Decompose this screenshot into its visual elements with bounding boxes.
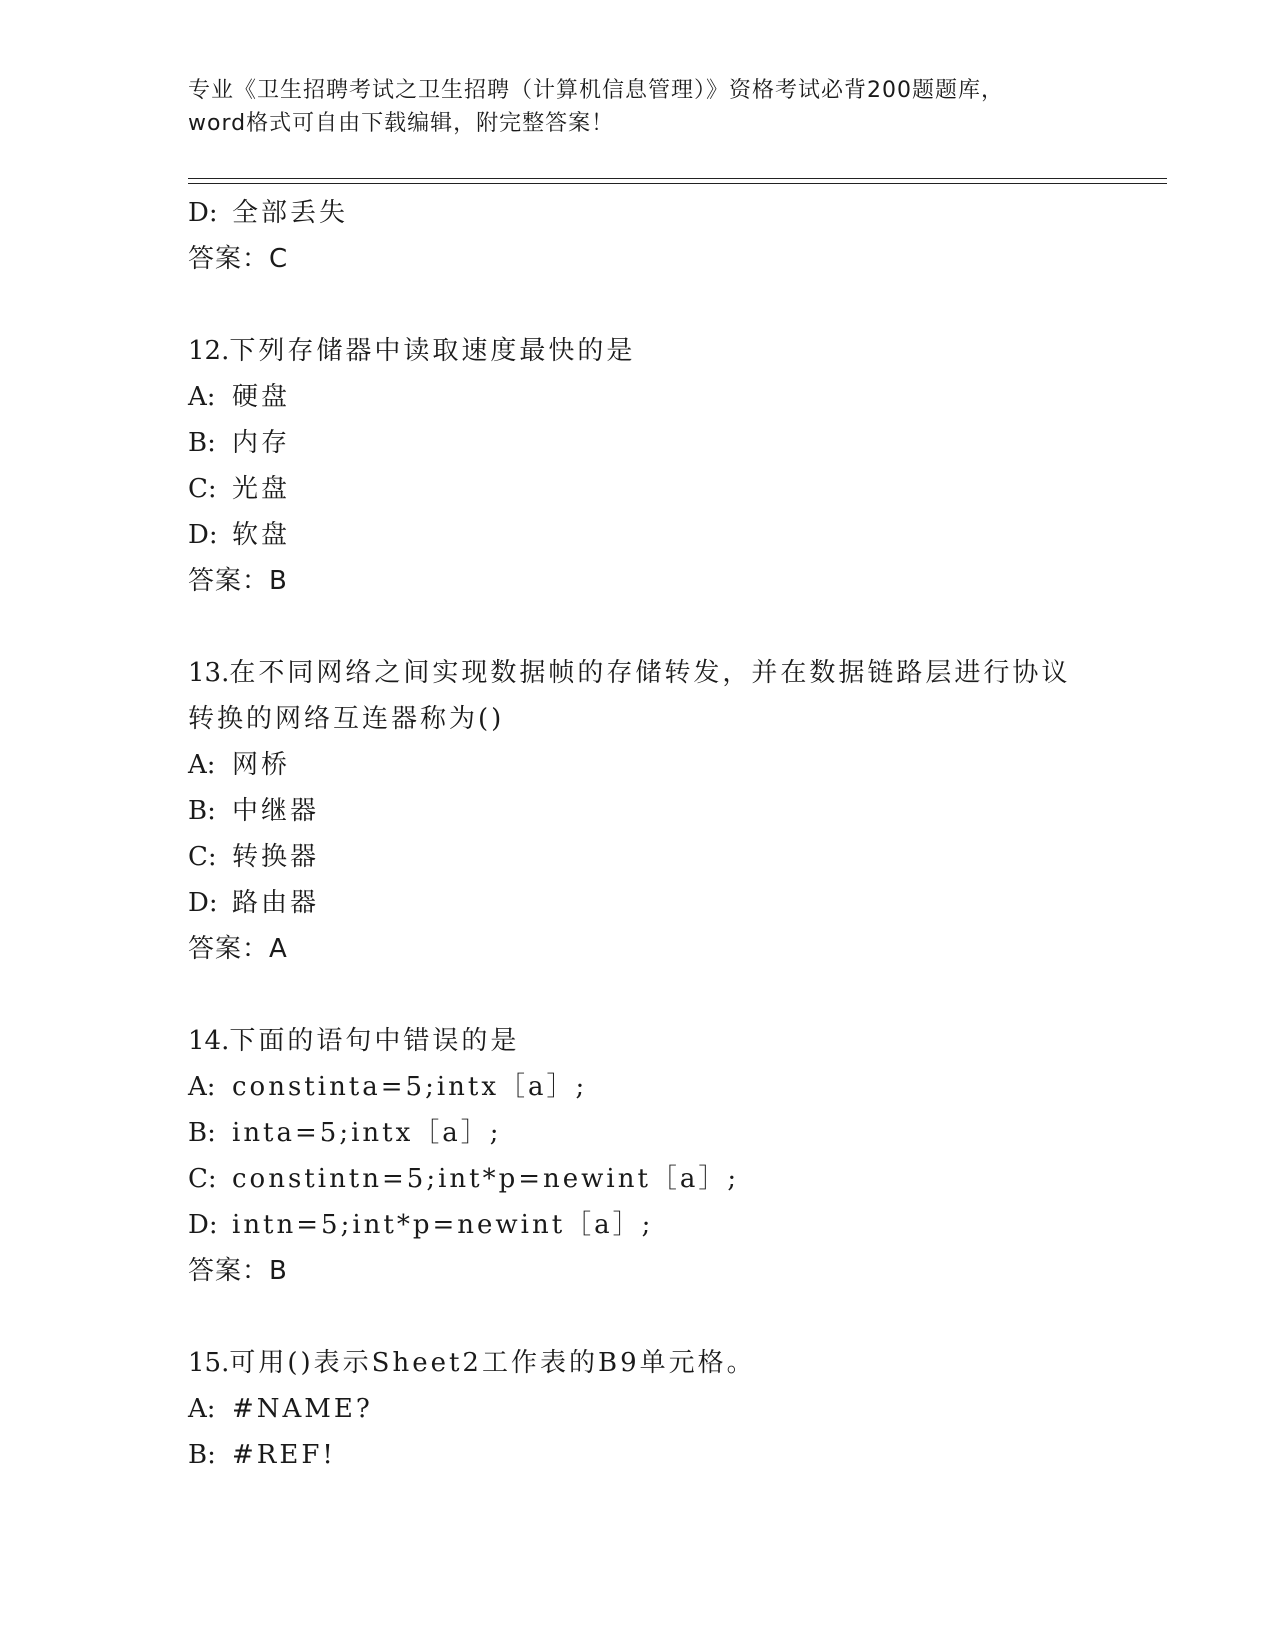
- document-body: [188, 190, 1148, 1478]
- option-text: 网桥: [232, 750, 291, 780]
- option-letter: A:: [188, 1394, 216, 1424]
- option-row: [188, 1156, 1148, 1202]
- question-number: 13.: [188, 658, 230, 688]
- option-text: 内存: [232, 428, 291, 458]
- option-text: #NAME?: [232, 1394, 373, 1424]
- option-text: 路由器: [232, 888, 320, 918]
- question-stem: [188, 328, 1148, 374]
- option-row: [188, 1386, 1148, 1432]
- question-spacer: [188, 972, 1148, 1018]
- answer-line: 答案：B: [188, 566, 288, 596]
- question-spacer: [188, 1294, 1148, 1340]
- question-number: 15.: [188, 1348, 230, 1378]
- question-text: 可用()表示Sheet2工作表的B9单元格。: [229, 1348, 756, 1378]
- option-text: #REF!: [232, 1440, 336, 1470]
- question-number: 14.: [188, 1026, 230, 1056]
- option-text: constinta=5;intx［a］;: [232, 1072, 588, 1102]
- header-rule-top: [188, 178, 1167, 179]
- option-letter: A:: [188, 750, 216, 780]
- answer-line: 答案：B: [188, 1256, 288, 1286]
- option-row: [188, 1064, 1148, 1110]
- option-row: [188, 1432, 1148, 1478]
- option-row: [188, 1202, 1148, 1248]
- option-letter: A:: [188, 1072, 216, 1102]
- question-spacer: [188, 604, 1148, 650]
- header-line-1: 专业《卫生招聘考试之卫生招聘（计算机信息管理）》资格考试必背200题题库，: [188, 78, 1004, 103]
- option-letter: D:: [188, 1210, 218, 1240]
- header-line-2: word格式可自由下载编辑，附完整答案！: [188, 111, 615, 136]
- question-text: 下面的语句中错误的是: [229, 1026, 520, 1056]
- option-text: 软盘: [232, 520, 291, 550]
- option-letter: C:: [188, 842, 217, 872]
- question-text: 下列存储器中读取速度最快的是: [229, 336, 636, 366]
- option-row: [188, 880, 1148, 926]
- header-rule-bottom: [188, 183, 1167, 184]
- question-stem: [188, 1340, 1148, 1386]
- option-letter: D:: [188, 888, 218, 918]
- question-number: 12.: [188, 336, 230, 366]
- option-row: [188, 742, 1148, 788]
- option-letter: B:: [188, 796, 216, 826]
- option-letter: C:: [188, 474, 217, 504]
- option-text: 光盘: [232, 474, 291, 504]
- document-header: [188, 74, 1088, 140]
- option-text: 中继器: [232, 796, 320, 826]
- option-row: [188, 466, 1148, 512]
- option-row: [188, 190, 1148, 236]
- option-row: [188, 374, 1148, 420]
- question-text: 在不同网络之间实现数据帧的存储转发，并在数据链路层进行协议: [229, 658, 1071, 688]
- option-row: [188, 834, 1148, 880]
- answer-line: 答案：C: [188, 244, 289, 274]
- option-letter: D:: [188, 520, 218, 550]
- option-row: [188, 512, 1148, 558]
- question-stem: [188, 1018, 1148, 1064]
- option-text: intn=5;int*p=newint［a］;: [232, 1210, 654, 1240]
- option-row: [188, 1110, 1148, 1156]
- option-row: [188, 788, 1148, 834]
- option-row: [188, 420, 1148, 466]
- option-letter: D:: [188, 198, 218, 228]
- option-letter: A:: [188, 382, 216, 412]
- option-letter: B:: [188, 1440, 216, 1470]
- question-stem: [188, 650, 1148, 696]
- answer-line: 答案：A: [188, 934, 288, 964]
- option-text: inta=5;intx［a］;: [232, 1118, 502, 1148]
- option-text: 转换器: [232, 842, 320, 872]
- question-spacer: [188, 282, 1148, 328]
- option-letter: C:: [188, 1164, 217, 1194]
- option-letter: B:: [188, 1118, 216, 1148]
- option-text: constintn=5;int*p=newint［a］;: [232, 1164, 740, 1194]
- option-letter: B:: [188, 428, 216, 458]
- question-text-continued: 转换的网络互连器称为(): [188, 704, 505, 734]
- option-text: 全部丢失: [232, 198, 349, 228]
- option-text: 硬盘: [232, 382, 291, 412]
